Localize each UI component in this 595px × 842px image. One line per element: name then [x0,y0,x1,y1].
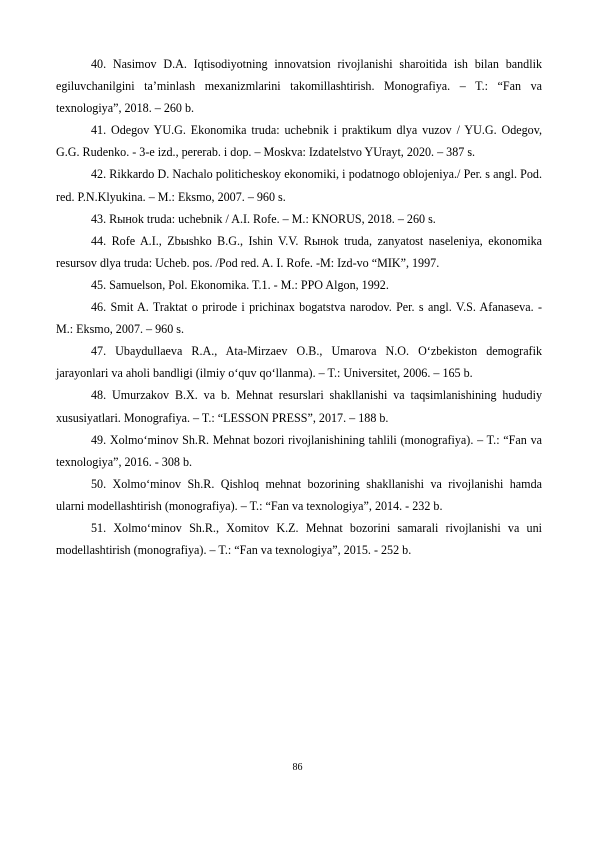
reference-item-51: 51. Xolmo‘minov Sh.R., Xomitov K.Z. Mehnat bozorini samarali rivojlanishi va uni modellashtirish (monografiya). – T.: “Fan va texnologiya”, 2015. - 252 b. [56,520,542,558]
page-number: 86 [292,762,303,773]
reference-item-50: 50. Xolmo‘minov Sh.R. Qishloq mehnat bozorining shakllanishi va rivojlanishi hamda ularni modellashtirish (monografiya). – T.: “Fan va texnologiya”, 2014. - 232 b. [56,476,542,513]
reference-item-49: 49. Xolmo‘minov Sh.R. Mehnat bozori rivojlanishining tahlili (monografiya). – T.: “Fan va texnologiya”, 2016. - 308 b. [56,432,542,469]
reference-item-46: 46. Smit A. Traktat o prirode i prichinax bogatstva narodov. Per. s angl. V.S. Afanaseva. - M.: Eksmo, 2007. – 960 s. [56,300,542,337]
reference-item-42: 42. Rikkardo D. Nachalo politicheskoy ekonomiki, i podatnogo oblojeniya./ Per. s angl. Pod. red. P.N.Klyukina. – M.: Eksmo, 2007. – 960 s. [56,167,542,204]
reference-item-45: 45. Samuelson, Pol. Ekonomika. T.1. - M.: PPO Algon, 1992. [91,277,389,292]
reference-item-43: 43. Rынok truda: uchebnik / A.I. Rofe. – M.: KNORUS, 2018. – 260 s. [91,211,436,226]
reference-item-44: 44. Rofe A.I., Zbыshko B.G., Ishin V.V. Rынok truda, zanyatost naseleniya, ekonomika resursov dlya truda: Ucheb. pos. /Pod red. A. I. Rofe. -M: Izd-vo “MIK”, 1997. [56,233,542,270]
reference-item-40: 40. Nasimov D.A. Iqtisodiyotning innovatsion rivojlanishi sharoitida ish bilan bandlik egiluvchanilgini ta’minlash mexanizmlarini takomillashtirish. Monografiya. – T.: “Fan va texnologiya”, 2018. – 260 b. [56,57,542,116]
reference-item-41: 41. Odegov YU.G. Ekonomika truda: uchebnik i praktikum dlya vuzov / YU.G. Odegov, G.G. Rudenko. - 3-e izd., pererab. i dop. – Moskva: Izdatelstvo YUrayt, 2020. – 387 s. [56,123,542,160]
reference-item-48: 48. Umurzakov B.X. va b. Mehnat resurslari shakllanishi va taqsimlanishining hududiy xususiyatlari. Monografiya. – T.: “LESSON PRESS”, 2017. – 188 b. [56,388,542,425]
reference-item-47: 47. Ubaydullaeva R.A., Ata-Mirzaev O.B., Umarova N.O. O‘zbekiston demografik jarayonlari va aholi bandligi (ilmiy o‘quv qo‘llanma). – T.: Universitet, 2006. – 165 b. [56,344,542,381]
reference-list [56,53,542,561]
